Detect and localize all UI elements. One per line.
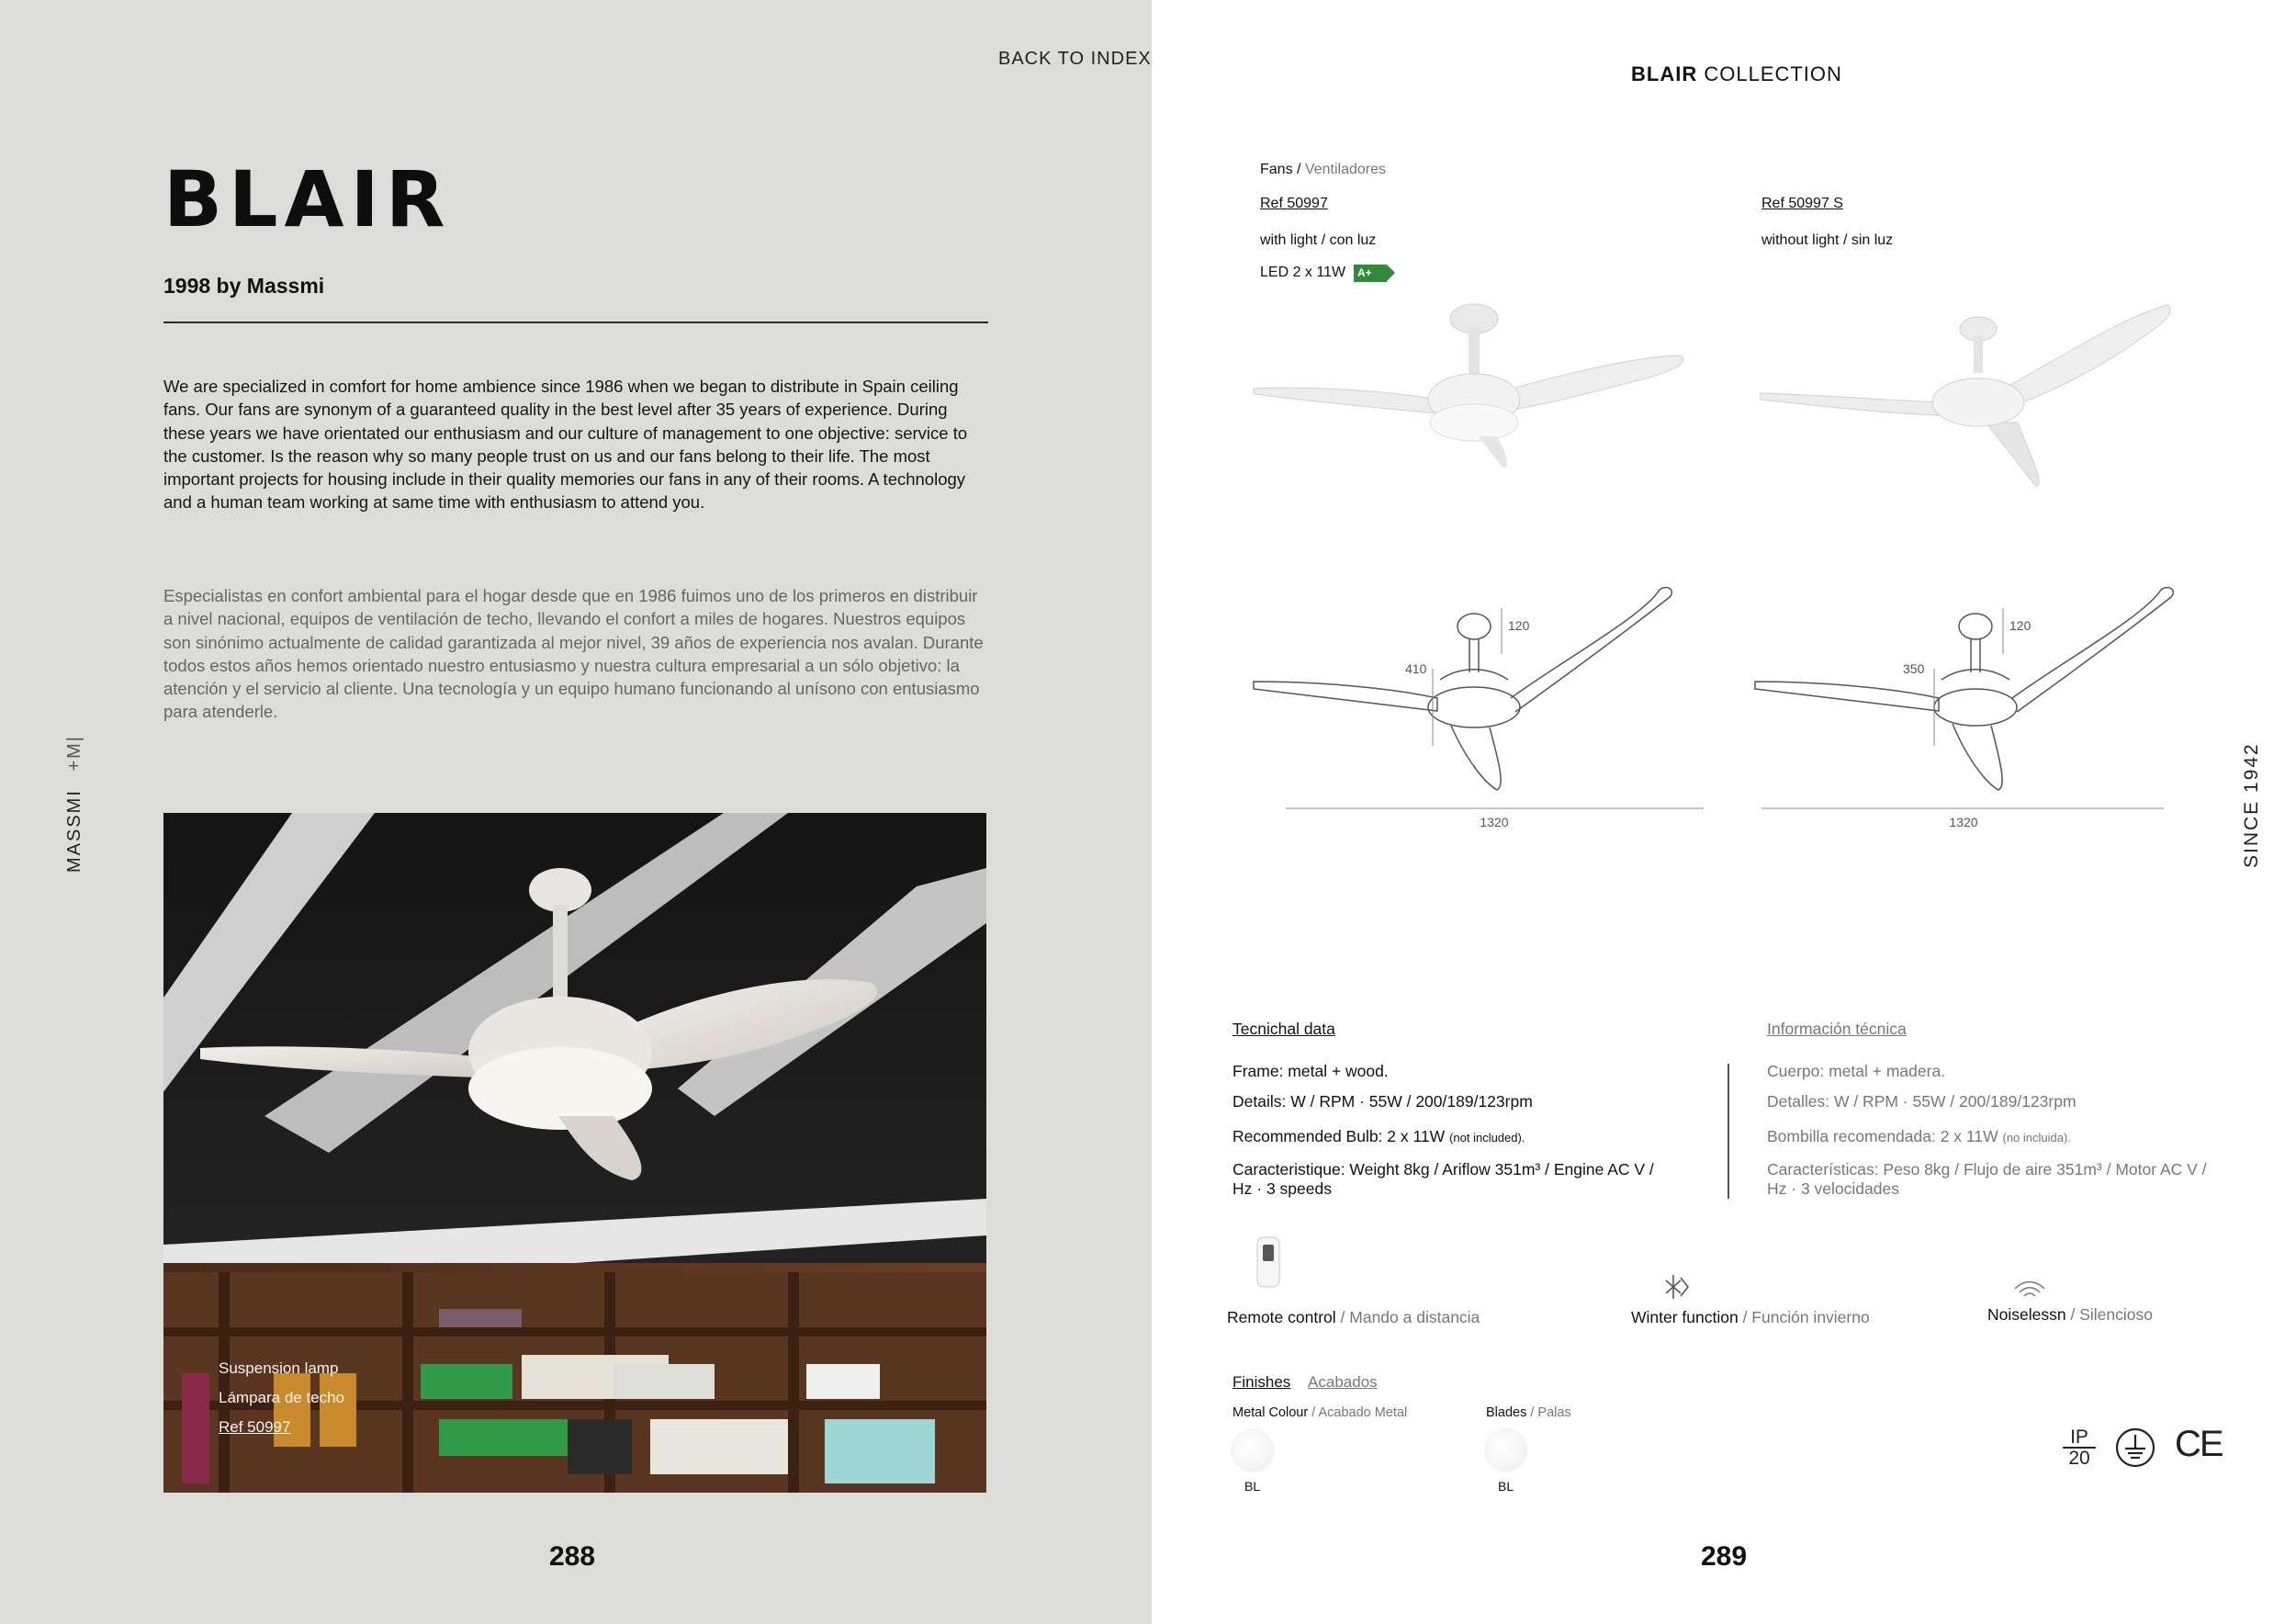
feature-remote-control — [1227, 1308, 1480, 1327]
tech-data-heading-es: Información técnica — [1767, 1020, 1907, 1038]
tech-frame-es: Cuerpo: metal + madera. — [1767, 1062, 1946, 1080]
tech-char-en: Caracteristique: Weight 8kg / Ariflow 351m³ / Engine AC V / Hz · 3 speeds — [1232, 1160, 1654, 1198]
metal-colour-code: BL — [1244, 1479, 1261, 1494]
designer-subtitle: 1998 by Massmi — [163, 274, 325, 298]
feature-remote-es: / Mando a distancia — [1335, 1308, 1480, 1326]
tech-bulb-en-text: Recommended Bulb: 2 x 11W — [1232, 1127, 1446, 1145]
side-brand-label — [64, 735, 85, 873]
tech-frame-en: Frame: metal + wood. — [1232, 1062, 1389, 1080]
photo-caption-en: Suspension lamp — [219, 1359, 339, 1377]
category-label: Fans / Ventiladores — [1260, 162, 1386, 177]
tech-data-heading-en: Tecnichal data — [1232, 1020, 1335, 1038]
collection-label: COLLECTION — [1697, 62, 1842, 85]
feature-winter-es: / Función invierno — [1738, 1308, 1870, 1326]
tech-details-es: Detalles: W / RPM · 55W / 200/189/123rpm — [1767, 1092, 2077, 1111]
feature-winter-en: Winter function — [1631, 1308, 1739, 1326]
blades-es: / Palas — [1526, 1405, 1571, 1420]
product-photo — [163, 813, 986, 1493]
dim-height-total: 410 — [1405, 661, 1427, 676]
collection-name: BLAIR — [1631, 62, 1698, 85]
dim-height-total: 350 — [1903, 661, 1925, 676]
description-spanish: Especialistas en confort ambiental para el hogar desde que en 1986 fuimos uno de los primeros en distribuir a nivel nacional, equipos de ventilación de techo, llevando el confort a miles de hogares. Nuestros equipos son sinónimo actualmente de calidad garantizada al mejor nivel, 39 años de experiencia nos avalan. Durante todos estos años hemos orientado nuestro entusiasmo y nuestra cultura empresarial a un sólo objetivo: la atención y el servicio al cliente. Una tecnología y un equipo humano funcionando al unísono con entusiasmo para atenderle. — [163, 586, 984, 722]
product-b-ref-link[interactable]: Ref 50997 S — [1761, 196, 1843, 211]
blades-label — [1486, 1405, 1571, 1420]
ip-label: IP — [2063, 1427, 2096, 1449]
feature-noiseless-es: / Silencioso — [2065, 1305, 2153, 1324]
product-a-desc: with light / con luz — [1260, 232, 1377, 248]
product-a-ref-link[interactable]: Ref 50997 — [1260, 196, 1328, 211]
brand-name: MASSMI — [64, 789, 84, 873]
fan-without-light-image — [1756, 294, 2178, 496]
product-b-desc: without light / sin luz — [1761, 232, 1894, 248]
product-a-led: LED 2 x 11W — [1260, 265, 1346, 280]
brand-logo: +M| — [64, 734, 84, 772]
winter-function-icon — [1662, 1272, 1692, 1302]
blades-colour-code: BL — [1498, 1479, 1514, 1494]
finishes-en-link[interactable]: Finishes — [1232, 1373, 1291, 1391]
metal-colour-es: / Acabado Metal — [1308, 1405, 1408, 1420]
remote-control-icon — [1255, 1235, 1282, 1289]
blades-en: Blades — [1486, 1405, 1527, 1420]
description-english: We are specialized in comfort for home ambience since 1986 when we began to distribute in Spain ceiling fans. Our fans are synonym of a guaranteed quality in the best level after 35 years of experience. During these years we have orientated our enthusiasm and our culture of management to one objective: service to the customer. Is the reason why so many people trust on us and our fans belong to their life. The most important projects for housing include in their quality memories our fans in any of their rooms. A technology and a human team working at same time with enthusiasm to attend you. — [163, 377, 968, 513]
photo-caption-es: Lámpara de techo — [219, 1389, 345, 1406]
page-number-right: 289 — [1701, 1541, 1748, 1572]
metal-colour-en: Metal Colour — [1232, 1405, 1309, 1420]
tech-details-en: Details: W / RPM · 55W / 200/189/123rpm — [1232, 1092, 1533, 1111]
since-1942-label: SINCE 1942 — [2241, 742, 2262, 868]
ip-rating: 20 — [2068, 1448, 2090, 1469]
tech-bulb-en-note: (not included). — [1449, 1131, 1525, 1145]
dim-width: 1320 — [1949, 815, 1978, 829]
tech-bulb-en — [1232, 1127, 1525, 1147]
tech-bulb-es — [1767, 1127, 2071, 1147]
title-divider — [163, 321, 988, 323]
metal-colour-swatch[interactable] — [1232, 1430, 1273, 1471]
dim-height-rod: 120 — [1508, 618, 1530, 633]
fan-with-light-diagram — [1249, 570, 1727, 836]
category-es: Ventiladores — [1304, 162, 1386, 177]
blades-colour-swatch[interactable] — [1486, 1430, 1526, 1471]
fan-with-light-image — [1249, 299, 1690, 482]
tech-bulb-es-note: (no incluida). — [2002, 1131, 2071, 1145]
collection-header — [1631, 62, 1842, 86]
ground-symbol-icon — [2114, 1427, 2156, 1469]
dim-height-rod: 120 — [2009, 618, 2032, 633]
feature-noiseless — [1987, 1305, 2153, 1325]
tech-bulb-es-text: Bombilla recomendada: 2 x 11W — [1767, 1127, 1998, 1145]
finishes-es-link[interactable]: Acabados — [1308, 1373, 1378, 1391]
finishes-header — [1232, 1373, 1378, 1392]
page-title: BLAIR — [163, 154, 452, 244]
noiseless-icon — [2011, 1280, 2048, 1300]
dim-width: 1320 — [1480, 815, 1509, 829]
back-to-index-link[interactable]: BACK TO INDEX — [998, 49, 1152, 69]
ip20-icon — [2063, 1427, 2096, 1468]
photo-caption-ref-link[interactable]: Ref 50997 — [219, 1418, 291, 1436]
metal-colour-label — [1232, 1405, 1407, 1420]
fan-without-light-diagram — [1750, 570, 2228, 836]
feature-winter-function — [1631, 1308, 1870, 1327]
tech-divider — [1728, 1064, 1729, 1199]
category-en: Fans — [1260, 162, 1293, 177]
ce-mark-icon: CE — [2175, 1424, 2223, 1464]
feature-remote-en: Remote control — [1227, 1308, 1336, 1326]
tech-char-es: Características: Peso 8kg / Flujo de aire 351m³ / Motor AC V / Hz · 3 velocidades — [1767, 1160, 2207, 1198]
feature-noiseless-en: Noiselessn — [1987, 1305, 2066, 1324]
page-number-left: 288 — [549, 1541, 596, 1572]
energy-class-badge: A+ — [1354, 265, 1387, 282]
